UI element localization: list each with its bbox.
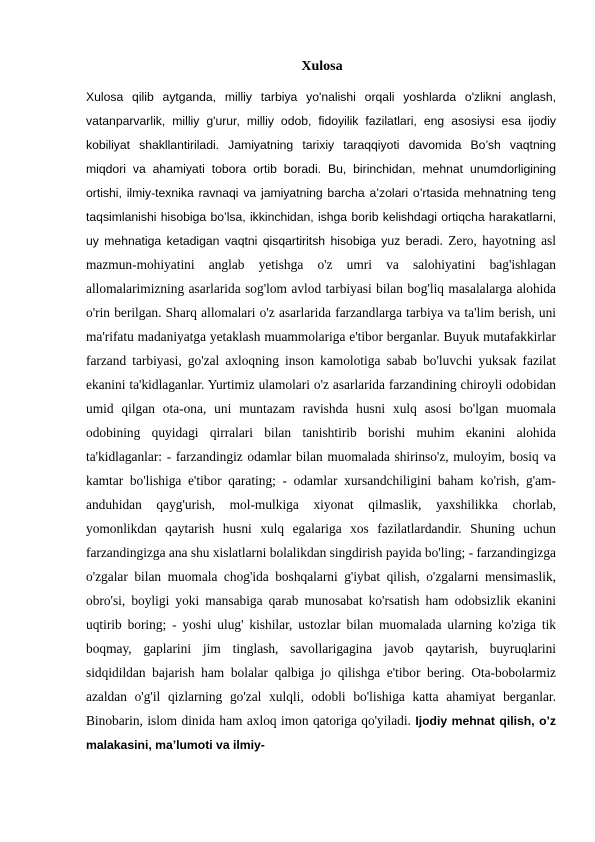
document-title: Xulosa [301, 59, 343, 74]
document-page [86, 57, 556, 757]
paragraph-run-bold: Ijodiy mehnat qilish, o’z malakasini, ma’lumoti va ilmiy- [86, 714, 556, 752]
body-paragraph [86, 85, 556, 757]
paragraph-run-intro: Xulosa qilib aytganda, milliy tarbiya yo'nalishi orqali yoshlarda o'zlikni anglash, vatanparvarlik, milliy g'urur, milliy odob, fidoyilik fazilatlari, eng asosiysi esa ijodiy kobiliyat shakllantiriladi. Jamiyatning tarixiy taraqqiyoti davomida Bo’sh vaqtning miqdori va ahamiyati tobora ortib boradi. Bu, birinchidan, mehnat unumdorligining ortishi, ilmiy-texnika ravnaqi va jamiyatning barcha a’zolari o’rtasida mehnatning teng taqsimlanishi hisobiga bo’lsa, ikkinchidan, ishga borib kelishdagi ortiqcha harakatlarni, uy mehnatiga ketadigan vaqtni qisqartiritsh hisobiga yuz beradi [86, 90, 556, 248]
paragraph-run-main: . Zero, hayotning asl mazmun-mohiyatini anglab yetishga o'z umri va salohiyatini bag'ishlagan allomalarimizning asarlarida sog'lom avlod tarbiyasi bilan bog'liq masalalarga alohida o'rin berilgan. Sharq allomalari o'z asarlarida farzandlarga tarbiya va ta'lim berish, uni ma'rifatu madaniyatga yetaklash muammolariga e'tibor berganlar. Buyuk mutafakkirlar farzand tarbiyasi, go'zal axloqning inson kamolotiga sabab bo'luvchi yuksak fazilat ekanini ta'kidlaganlar. Yurtimiz ulamolari o'z asarlarida farzandining chiroyli odobidan umid qilgan ota-ona, uni muntazam ravishda husni xulq asosi bo'lgan muomala odobining quyidagi qirralari bilan tanishtirib borishi muhim ekanini alohida ta'kidlaganlar: - farzandingiz odamlar bilan muomalada shirinso'z, muloyim, bosiq va kamtar bo'lishiga e'tibor qarating; - odamlar xursandchiligini baham ko'rish, g'am-anduhidan qayg'urish, mol-mulkiga xiyonat qilmaslik, yaxshilikka chorlab, yomonlikdan qaytarish husni xulq egalariga xos fazilatlardandir. Shuning uchun farzandingizga ana shu xislatlarni bolalikdan singdirish payida bo'ling; - farzandingizga o'zgalar bilan muomala chog'ida boshqalarni g'iybat qilish, o'zgalarni mensimaslik, obro'si, boyligi yoki mansabiga qarab munosabat ko'rsatish ham odobsizlik ekanini uqtirib boring; - yoshi ulug' kishilar, ustozlar bilan muomalada ularning ko'ziga tik boqmay, gaplarini jim tinglash, savollarigagina javob qaytarish, buyruqlarini sidqidildan bajarish ham bolalar qalbiga jo qilishga e'tibor bering. Ota-bobolarmiz azaldan o'g'il qizlarning go'zal xulqli, odobli bo'lishiga katta ahamiyat berganlar. Binobarin, islom dinida ham axloq imon qatoriga qo'yiladi. [86, 233, 556, 728]
